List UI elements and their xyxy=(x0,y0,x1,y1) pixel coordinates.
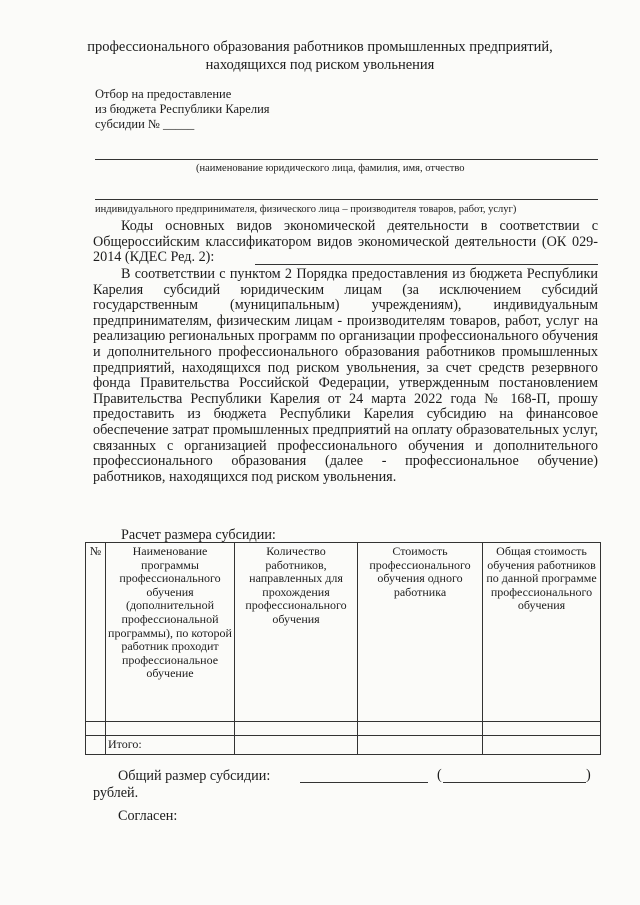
col-header-cost-per-worker: Стоимость профессионального обучения одного работника xyxy=(358,543,483,722)
table-total-row xyxy=(86,736,601,755)
currency-label: рублей. xyxy=(93,785,139,801)
applicant-name-line xyxy=(95,159,598,160)
subsidy-calc-table xyxy=(85,542,601,755)
total-subsidy-label: Общий размер субсидии: xyxy=(118,768,271,784)
okved-code-line xyxy=(255,264,598,265)
agreed-label: Согласен: xyxy=(118,808,178,824)
col-header-number: № xyxy=(86,543,106,722)
applicant-name-line-2 xyxy=(95,199,598,200)
request-text: В соответствии с пунктом 2 Порядка предоставления из бюджета Республики Карелия субсидий юридическим лицам (за исключением субсидий государственным (муниципальным) учреждениям), индивидуальным предпринимателям, физическим лицам - производителям товаров, работ, услуг на реализацию региональных программ по организации профессионального обучения и дополнительного профессионального образования работников промышленных предприятий, находящихся под риском увольнения, за счет средств резервного фонда Правительства Российской Федерации, утвержденным постановлением Правительства Республики Карелия от 24 марта 2022 года № 168-П, прошу предоставить из бюджета Республики Карелия субсидию на финансовое обеспечение затрат промышленных предприятий на оплату образовательных услуг, связанных с организацией профессионального обучения и дополнительного профессионального образования (далее - профессиональное обучение) работников, находящихся под риском увольнения. xyxy=(93,266,598,485)
selection-block xyxy=(95,87,270,132)
calc-label: Расчет размера субсидии: xyxy=(121,527,276,543)
okved-paragraph xyxy=(93,219,598,266)
applicant-caption-2: индивидуального предпринимателя, физического лица – производителя товаров, работ, услуг) xyxy=(95,204,517,215)
header-line-1: профессионального образования работников промышленных предприятий, xyxy=(87,39,553,55)
total-subsidy-words-line xyxy=(443,782,586,783)
close-paren: ) xyxy=(586,767,591,783)
open-paren: ( xyxy=(437,767,442,783)
col-header-workers: Количество работников, направленных для прохождения профессионального обучения xyxy=(235,543,358,722)
table-row xyxy=(86,722,601,736)
table-header-row xyxy=(86,543,601,722)
selection-line-2: из бюджета Республики Карелия xyxy=(95,102,270,116)
request-paragraph xyxy=(93,267,598,485)
selection-line-1: Отбор на предоставление xyxy=(95,87,232,101)
col-header-program: Наименование программы профессионального обучения (дополнительной профессиональной программы), по которой работник проходит профессиональное обучение xyxy=(106,543,235,722)
total-subsidy-amount-line xyxy=(300,782,428,783)
selection-line-3: субсидии № _____ xyxy=(95,117,195,131)
col-header-total-cost: Общая стоимость обучения работников по данной программе профессионального обучения xyxy=(483,543,601,722)
okved-text: Коды основных видов экономической деятельности в соответствии с Общероссийским классификатором видов экономической деятельности (ОК 029-2014 (КДЕС Ред. 2): xyxy=(93,218,598,266)
table-total-label: Итого: xyxy=(106,736,235,755)
applicant-caption-1: (наименование юридического лица, фамилия, имя, отчество xyxy=(196,163,465,174)
header-line-2: находящихся под риском увольнения xyxy=(205,57,435,73)
